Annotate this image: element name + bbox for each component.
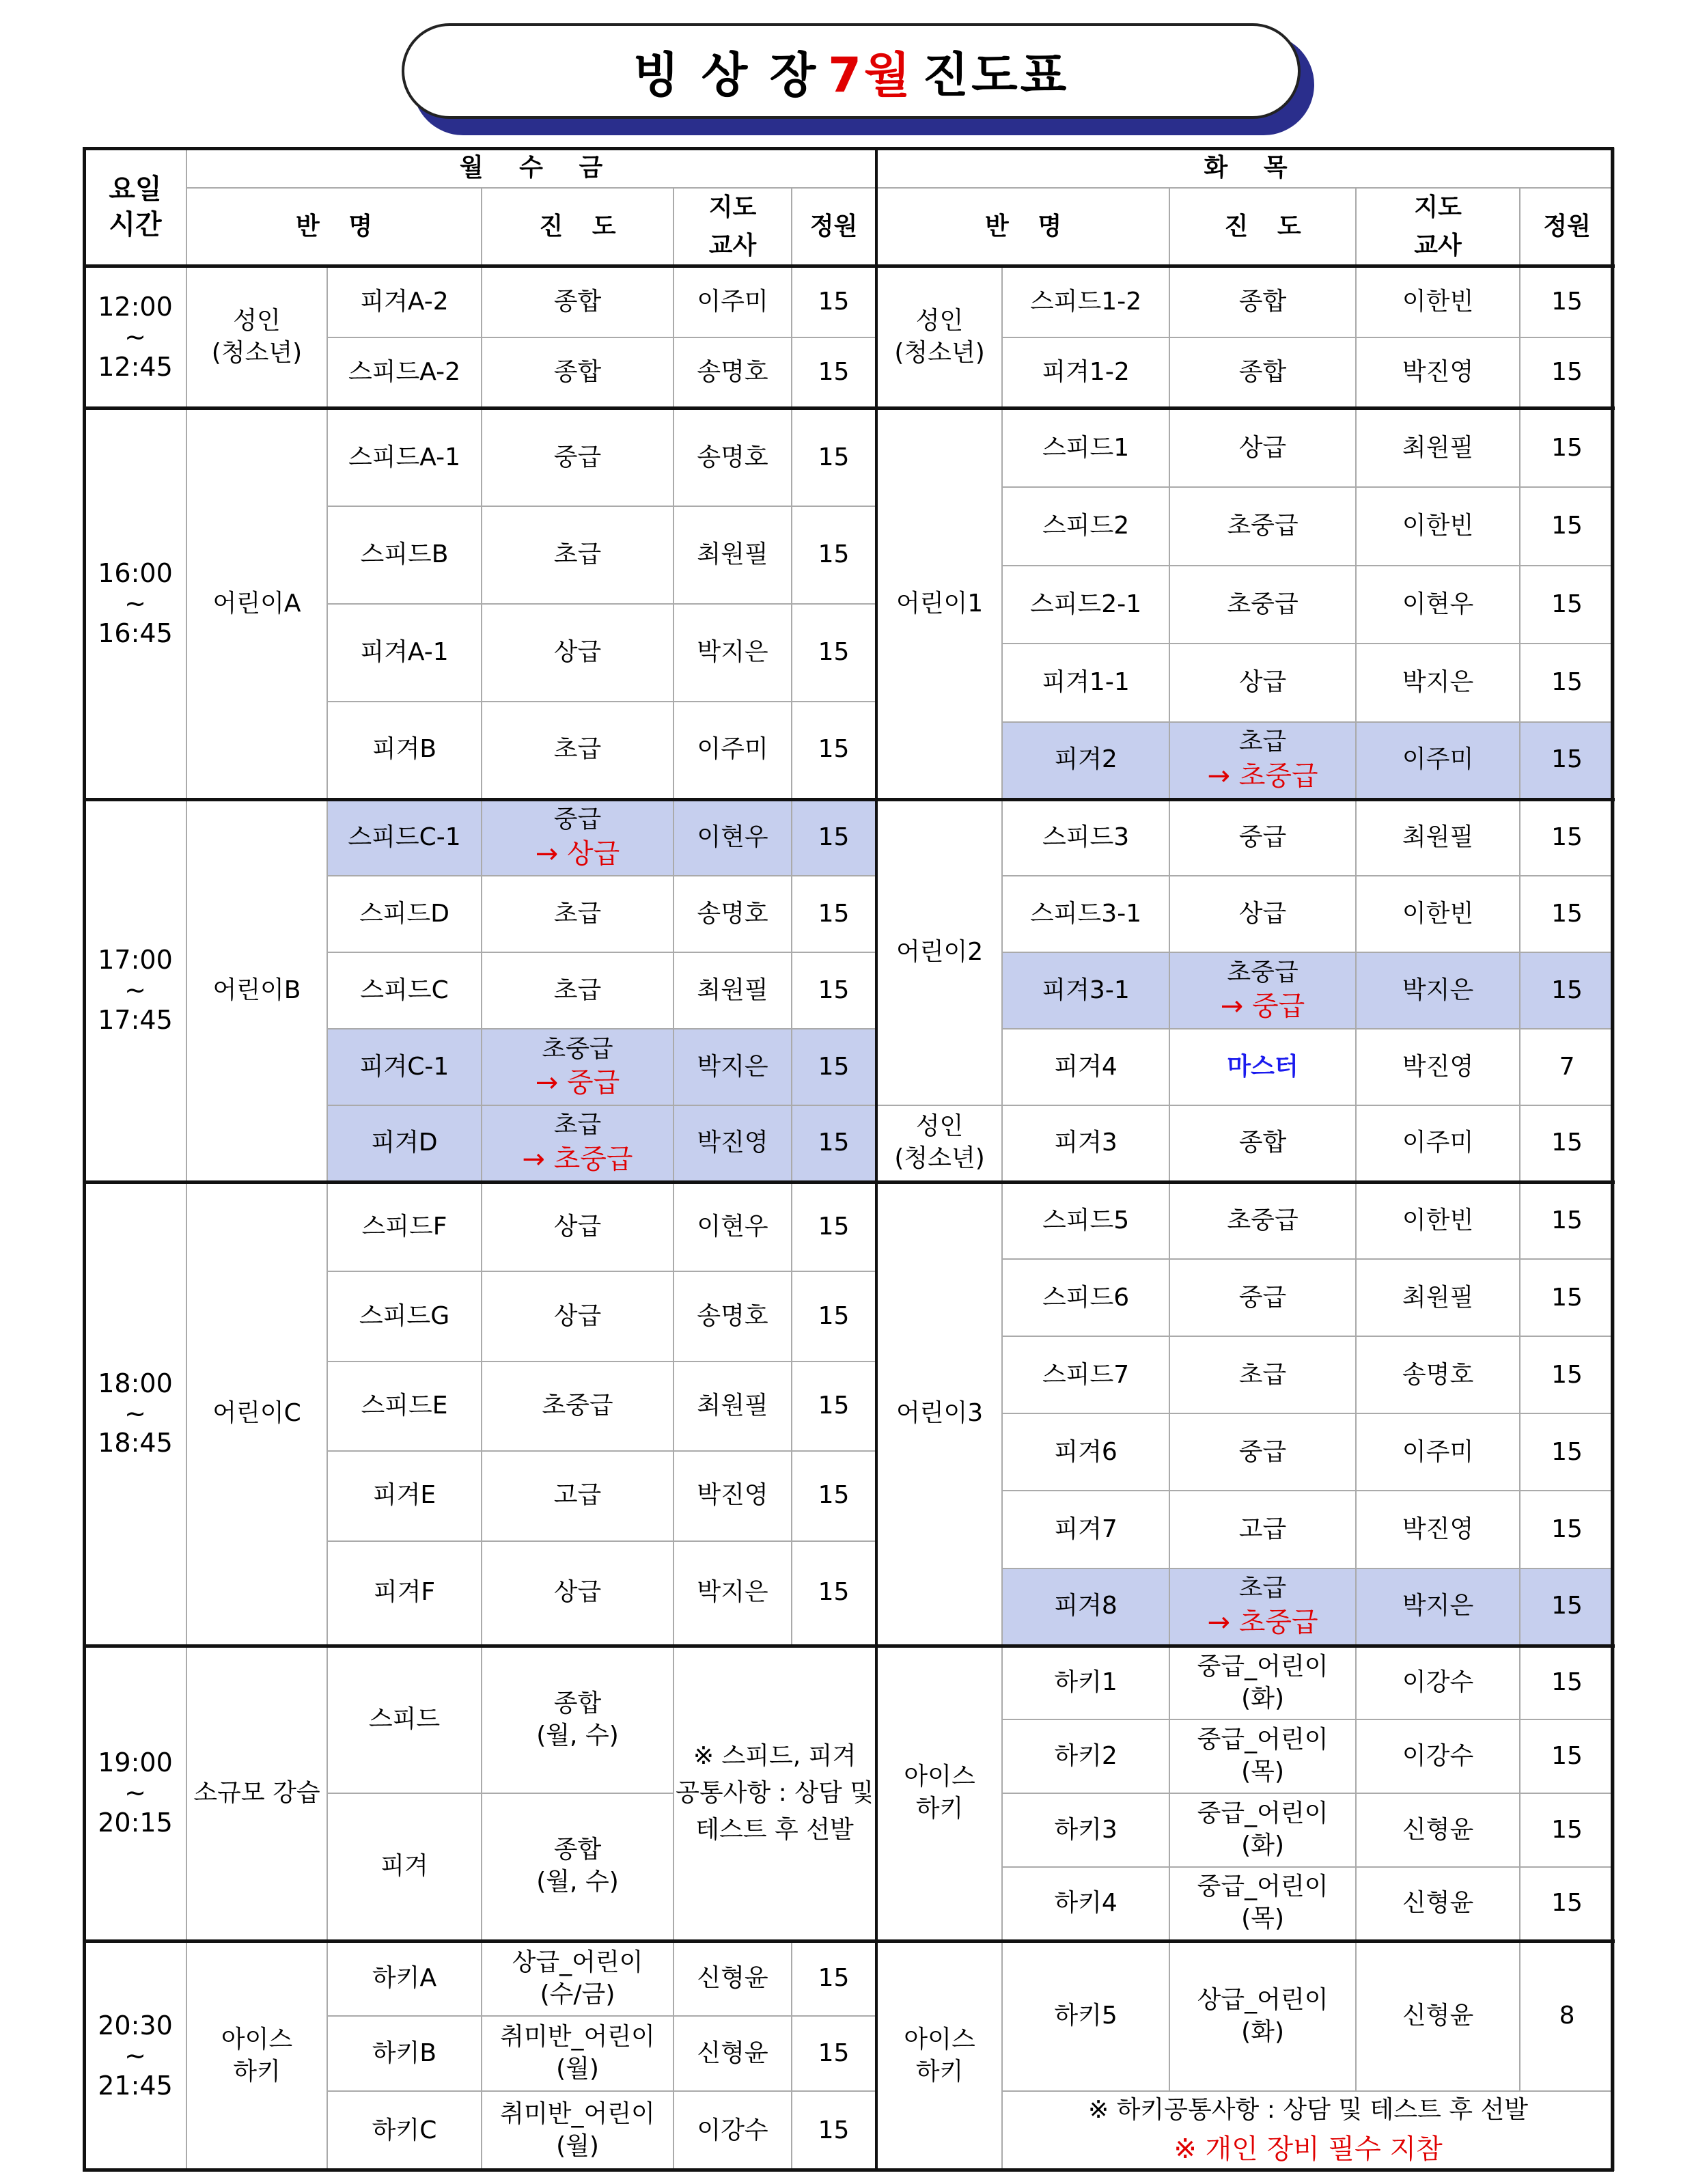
class-capacity: 15 (1520, 1336, 1614, 1413)
class-progress: 고급 (1169, 1491, 1356, 1568)
class-name: 스피드C-1 (327, 799, 482, 876)
time-slot-1200: 12:00 ~ 12:45 (84, 266, 186, 409)
class-progress: 초중급 → 중급 (482, 1029, 674, 1105)
class-name: 피겨2 (1002, 722, 1169, 799)
class-teacher: 이주미 (1356, 722, 1520, 799)
class-teacher: 최원필 (1356, 799, 1520, 876)
class-teacher: 박진영 (1356, 1491, 1520, 1568)
class-teacher: 이한빈 (1356, 1182, 1520, 1259)
mwf-teacher-header: 지도 교사 (674, 188, 792, 266)
tt-header: 화 목 (876, 148, 1614, 188)
class-name: 스피드7 (1002, 1336, 1169, 1413)
class-progress: 상급 (482, 604, 674, 702)
title-suffix: 진도표 (922, 46, 1070, 103)
class-teacher: 박지은 (674, 1029, 792, 1105)
class-progress: 초중급 → 중급 (1169, 952, 1356, 1029)
class-capacity: 15 (1520, 1568, 1614, 1646)
class-progress: 고급 (482, 1451, 674, 1540)
class-name: 스피드6 (1002, 1259, 1169, 1336)
class-progress: 상급 (1169, 876, 1356, 952)
class-capacity: 15 (792, 1182, 876, 1271)
class-teacher: 신형윤 (674, 2016, 792, 2091)
class-capacity: 15 (792, 2016, 876, 2091)
group-kids-a: 어린이A (186, 409, 327, 799)
class-name: 스피드A-1 (327, 409, 482, 506)
class-progress: 마스터 (1169, 1029, 1356, 1105)
class-progress: 중급 (1169, 1413, 1356, 1491)
class-teacher: 신형윤 (674, 1941, 792, 2016)
class-teacher: 박지은 (674, 1541, 792, 1646)
group-kids-1: 어린이1 (876, 409, 1002, 799)
group-small-lesson: 소규모 강습 (186, 1646, 327, 1941)
class-capacity: 15 (1520, 1793, 1614, 1867)
tt-capacity-header: 정원 (1520, 188, 1614, 266)
class-progress: 취미반_어린이 (월) (482, 2091, 674, 2170)
class-name: 스피드A-2 (327, 337, 482, 409)
page-title (402, 23, 1301, 119)
class-capacity: 15 (1520, 409, 1614, 487)
class-progress: 종합 (월, 수) (482, 1793, 674, 1941)
class-capacity: 15 (792, 1451, 876, 1540)
class-capacity: 15 (792, 702, 876, 799)
class-teacher: 박지은 (1356, 1568, 1520, 1646)
class-capacity: 8 (1520, 1941, 1614, 2091)
mwf-progress-header: 진 도 (482, 188, 674, 266)
group-adult-2: 성인 (청소년) (876, 1105, 1002, 1182)
class-teacher: 이강수 (674, 2091, 792, 2170)
group-adult: 성인 (청소년) (186, 266, 327, 409)
class-name: 하키4 (1002, 1867, 1169, 1941)
tt-teacher-header: 지도 교사 (1356, 188, 1520, 266)
class-progress: 취미반_어린이 (월) (482, 2016, 674, 2091)
class-name: 하키1 (1002, 1646, 1169, 1719)
class-capacity: 15 (792, 409, 876, 506)
class-capacity: 15 (1520, 1719, 1614, 1793)
mwf-header: 월 수 금 (186, 148, 876, 188)
class-teacher: 송명호 (674, 409, 792, 506)
group-adult-tt: 성인 (청소년) (876, 266, 1002, 409)
schedule-table (83, 148, 1615, 2171)
class-teacher: 이현우 (1356, 566, 1520, 644)
class-teacher: 박지은 (1356, 644, 1520, 722)
class-capacity: 15 (1520, 644, 1614, 722)
class-capacity: 15 (1520, 722, 1614, 799)
class-name: 하키C (327, 2091, 482, 2170)
class-capacity: 15 (792, 2091, 876, 2170)
class-name: 스피드3 (1002, 799, 1169, 876)
class-capacity: 15 (1520, 1646, 1614, 1719)
group-kids-c: 어린이C (186, 1182, 327, 1646)
group-kids-2: 어린이2 (876, 799, 1002, 1105)
class-teacher: 이강수 (1356, 1719, 1520, 1793)
class-capacity: 15 (792, 876, 876, 952)
class-teacher: 박지은 (674, 604, 792, 702)
class-progress: 중급 (1169, 1259, 1356, 1336)
class-name: 피겨A-2 (327, 266, 482, 337)
class-name: 피겨E (327, 1451, 482, 1540)
class-progress: 중급 → 상급 (482, 799, 674, 876)
class-name: 피겨A-1 (327, 604, 482, 702)
group-kids-3: 어린이3 (876, 1182, 1002, 1646)
tt-class-header: 반 명 (876, 188, 1169, 266)
class-name: 피겨1-2 (1002, 337, 1169, 409)
class-name: 피겨3 (1002, 1105, 1169, 1182)
class-name: 하키A (327, 1941, 482, 2016)
class-name: 스피드2-1 (1002, 566, 1169, 644)
time-slot-1600: 16:00 ~ 16:45 (84, 409, 186, 799)
class-teacher: 최원필 (674, 506, 792, 604)
class-progress: 종합 (1169, 337, 1356, 409)
class-progress: 초급 → 초중급 (1169, 1568, 1356, 1646)
class-progress: 상급 (1169, 409, 1356, 487)
group-ice-hockey-tt: 아이스 하키 (876, 1941, 1002, 2170)
class-name: 피겨B (327, 702, 482, 799)
group-ice-hockey-mwf: 아이스 하키 (186, 1941, 327, 2170)
class-progress: 상급_어린이 (수/금) (482, 1941, 674, 2016)
class-teacher: 박진영 (1356, 337, 1520, 409)
class-capacity: 15 (1520, 1182, 1614, 1259)
class-capacity: 15 (792, 1105, 876, 1182)
class-capacity: 15 (1520, 952, 1614, 1029)
class-capacity: 15 (1520, 337, 1614, 409)
class-capacity: 15 (792, 1941, 876, 2016)
class-teacher: 박지은 (1356, 952, 1520, 1029)
class-name: 하키B (327, 2016, 482, 2091)
class-teacher: 박진영 (1356, 1029, 1520, 1105)
class-capacity: 15 (792, 506, 876, 604)
class-progress: 초중급 (1169, 566, 1356, 644)
class-teacher: 이주미 (674, 702, 792, 799)
class-capacity: 15 (792, 952, 876, 1029)
class-progress: 종합 (1169, 266, 1356, 337)
class-capacity: 15 (1520, 876, 1614, 952)
class-progress: 초급 (482, 702, 674, 799)
class-progress: 상급 (482, 1541, 674, 1646)
class-name: 피겨F (327, 1541, 482, 1646)
class-name: 피겨1-1 (1002, 644, 1169, 722)
equipment-note: ※ 개인 장비 필수 지참 (1174, 2133, 1443, 2165)
class-teacher: 송명호 (674, 876, 792, 952)
class-name: 피겨C-1 (327, 1029, 482, 1105)
class-progress: 초중급 (1169, 1182, 1356, 1259)
class-capacity: 15 (792, 1361, 876, 1451)
class-teacher: 이한빈 (1356, 266, 1520, 337)
class-name: 피겨6 (1002, 1413, 1169, 1491)
class-name: 스피드2 (1002, 487, 1169, 566)
group-ice-hockey: 아이스 하키 (876, 1646, 1002, 1941)
class-capacity: 15 (792, 1541, 876, 1646)
class-progress: 종합 (482, 266, 674, 337)
class-progress: 초급 (482, 506, 674, 604)
time-slot-1700: 17:00 ~ 17:45 (84, 799, 186, 1182)
class-capacity: 15 (1520, 1867, 1614, 1941)
class-name: 피겨7 (1002, 1491, 1169, 1568)
class-capacity: 15 (1520, 799, 1614, 876)
class-name: 피겨D (327, 1105, 482, 1182)
class-teacher: 최원필 (1356, 1259, 1520, 1336)
title-month: 7월 (828, 46, 913, 103)
class-progress: 초급 (482, 876, 674, 952)
class-teacher: 신형윤 (1356, 1941, 1520, 2091)
class-name: 피겨 (327, 1793, 482, 1941)
class-progress: 중급 (482, 409, 674, 506)
class-capacity: 15 (1520, 487, 1614, 566)
class-capacity: 15 (792, 1029, 876, 1105)
class-name: 스피드5 (1002, 1182, 1169, 1259)
class-progress: 종합 (1169, 1105, 1356, 1182)
class-capacity: 15 (792, 1271, 876, 1361)
class-teacher: 송명호 (674, 337, 792, 409)
class-progress: 중급_어린이 (목) (1169, 1867, 1356, 1941)
mwf-class-header: 반 명 (186, 188, 482, 266)
class-progress: 상급 (482, 1271, 674, 1361)
class-capacity: 15 (1520, 1413, 1614, 1491)
class-capacity: 15 (1520, 1491, 1614, 1568)
class-teacher: 최원필 (1356, 409, 1520, 487)
class-capacity: 15 (1520, 1259, 1614, 1336)
class-progress: 초급 (1169, 1336, 1356, 1413)
class-progress: 초중급 (482, 1361, 674, 1451)
day-time-header: 요일 시간 (84, 148, 186, 266)
tt-progress-header: 진 도 (1169, 188, 1356, 266)
class-teacher: 이한빈 (1356, 487, 1520, 566)
class-name: 피겨3-1 (1002, 952, 1169, 1029)
class-capacity: 15 (792, 604, 876, 702)
class-progress: 초급 → 초중급 (482, 1105, 674, 1182)
time-slot-1800: 18:00 ~ 18:45 (84, 1182, 186, 1646)
class-progress: 종합 (월, 수) (482, 1646, 674, 1793)
class-capacity: 15 (792, 337, 876, 409)
class-name: 스피드E (327, 1361, 482, 1451)
class-progress: 상급_어린이 (화) (1169, 1941, 1356, 2091)
class-name: 스피드1-2 (1002, 266, 1169, 337)
class-capacity: 15 (1520, 566, 1614, 644)
class-teacher: 이주미 (674, 266, 792, 337)
class-teacher: 이현우 (674, 799, 792, 876)
class-capacity: 15 (792, 266, 876, 337)
class-teacher: 이현우 (674, 1182, 792, 1271)
class-progress: 상급 (482, 1182, 674, 1271)
group-kids-b: 어린이B (186, 799, 327, 1182)
small-lesson-note: ※ 스피드, 피겨 공통사항 : 상담 및 테스트 후 선발 (674, 1646, 876, 1941)
class-name: 스피드G (327, 1271, 482, 1361)
class-name: 하키5 (1002, 1941, 1169, 2091)
class-name: 피겨4 (1002, 1029, 1169, 1105)
class-teacher: 송명호 (674, 1271, 792, 1361)
class-progress: 상급 (1169, 644, 1356, 722)
class-capacity: 15 (1520, 266, 1614, 337)
class-teacher: 송명호 (1356, 1336, 1520, 1413)
class-progress: 종합 (482, 337, 674, 409)
class-progress: 중급_어린이 (화) (1169, 1646, 1356, 1719)
class-progress: 초급 → 초중급 (1169, 722, 1356, 799)
class-teacher: 박진영 (674, 1451, 792, 1540)
class-progress: 초급 (482, 952, 674, 1029)
class-progress: 중급 (1169, 799, 1356, 876)
class-name: 스피드D (327, 876, 482, 952)
time-slot-2030: 20:30 ~ 21:45 (84, 1941, 186, 2170)
class-progress: 중급_어린이 (목) (1169, 1719, 1356, 1793)
class-name: 스피드C (327, 952, 482, 1029)
class-capacity: 15 (792, 799, 876, 876)
class-teacher: 최원필 (674, 952, 792, 1029)
class-capacity: 15 (1520, 1105, 1614, 1182)
class-name: 하키3 (1002, 1793, 1169, 1867)
class-capacity: 7 (1520, 1029, 1614, 1105)
class-teacher: 신형윤 (1356, 1867, 1520, 1941)
class-name: 스피드F (327, 1182, 482, 1271)
class-name: 스피드B (327, 506, 482, 604)
class-name: 스피드3-1 (1002, 876, 1169, 952)
class-name: 스피드 (327, 1646, 482, 1793)
class-progress: 중급_어린이 (화) (1169, 1793, 1356, 1867)
title-prefix: 빙 상 장 (633, 46, 819, 103)
class-teacher: 이강수 (1356, 1646, 1520, 1719)
class-name: 하키2 (1002, 1719, 1169, 1793)
class-teacher: 박진영 (674, 1105, 792, 1182)
mwf-capacity-header: 정원 (792, 188, 876, 266)
class-teacher: 최원필 (674, 1361, 792, 1451)
class-teacher: 신형윤 (1356, 1793, 1520, 1867)
class-teacher: 이한빈 (1356, 876, 1520, 952)
class-progress: 초중급 (1169, 487, 1356, 566)
class-teacher: 이주미 (1356, 1105, 1520, 1182)
time-slot-1900: 19:00 ~ 20:15 (84, 1646, 186, 1941)
class-name: 피겨8 (1002, 1568, 1169, 1646)
class-teacher: 이주미 (1356, 1413, 1520, 1491)
hockey-note: ※ 하키공통사항 : 상담 및 테스트 후 선발 ※ 개인 장비 필수 지참 (1002, 2091, 1614, 2170)
class-name: 스피드1 (1002, 409, 1169, 487)
